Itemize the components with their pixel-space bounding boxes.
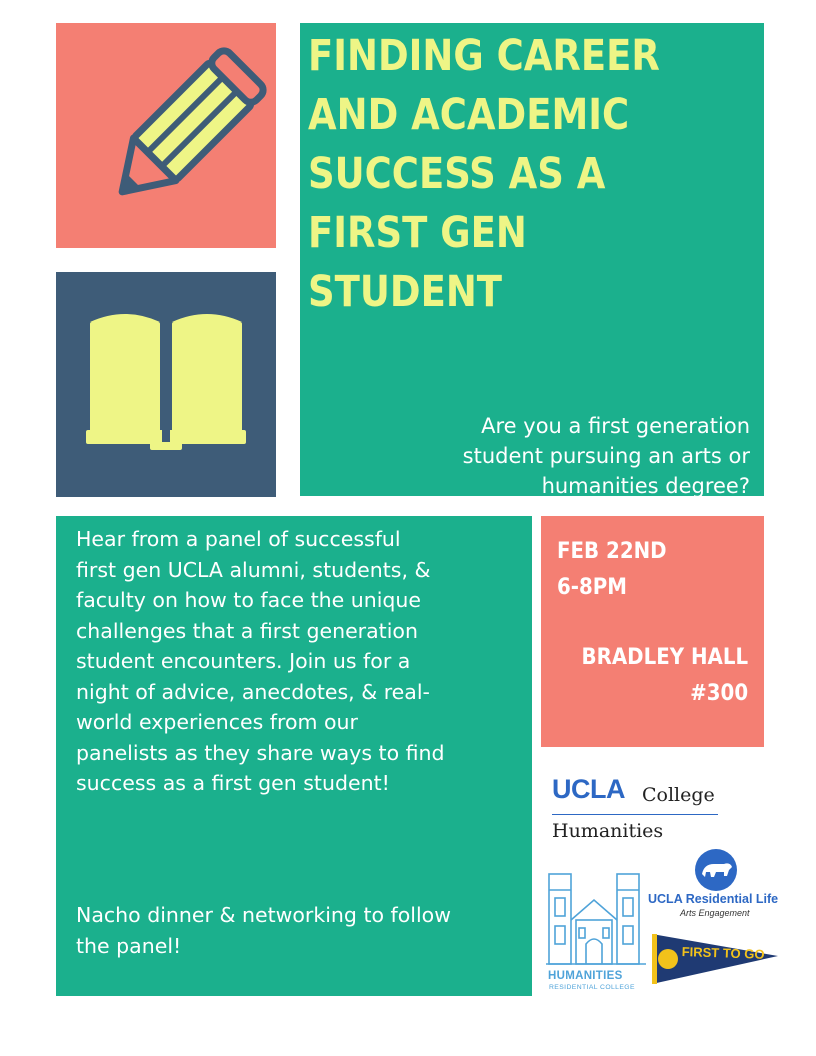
book-icon (56, 272, 276, 497)
event-location: BRADLEY HALL #300 (581, 645, 748, 706)
pencil-tile (56, 23, 276, 248)
event-details-panel (541, 516, 764, 747)
building-icon (546, 870, 646, 968)
pennant-text: FIRST TO GO (681, 944, 765, 962)
residential-life-name: UCLA Residential Life (648, 892, 779, 906)
title-panel (300, 23, 764, 496)
book-tile (56, 272, 276, 497)
arts-engagement-label: Arts Engagement (680, 908, 750, 918)
description-panel (56, 516, 532, 996)
event-title: FINDING CAREER AND ACADEMIC SUCCESS AS A FIRST GEN STUDENT (308, 31, 660, 317)
humanities-rc-logo (546, 870, 646, 998)
college-label: College (642, 784, 715, 806)
humanities-label: Humanities (552, 820, 664, 842)
humanities-rc-line2: RESIDENTIAL COLLEGE (549, 984, 635, 991)
logo-divider (552, 814, 718, 815)
bear-icon (694, 848, 738, 892)
residential-life-logo (648, 848, 778, 918)
pencil-icon (56, 23, 276, 248)
audience-question: Are you a first generation student pursuing an arts or humanities degree? (462, 414, 750, 498)
humanities-rc-line1: HUMANITIES (548, 970, 623, 982)
first-to-go-pennant (650, 930, 780, 988)
event-date: FEB 22ND (557, 539, 667, 564)
ucla-wordmark: UCLA (552, 774, 625, 804)
event-time: 6-8PM (557, 575, 627, 600)
event-closing: Nacho dinner & networking to follow the panel! (76, 903, 451, 958)
ucla-college-logo (552, 774, 772, 844)
event-description: Hear from a panel of successful first gen UCLA alumni, students, & faculty on how to face the unique challenges that a first generation student encounters. Join us for a night of advice, anecdotes, & real- world experiences from our panelists as they share ways to find success as a first gen student! (76, 527, 445, 795)
